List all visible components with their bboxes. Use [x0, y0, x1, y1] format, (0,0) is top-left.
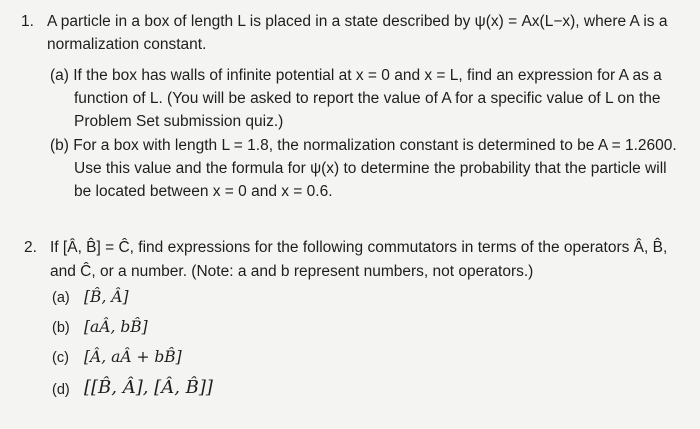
problem-1b-line-2: Use this value and the formula for ψ(x) to determine the probability that the particle will [74, 160, 667, 177]
problem-2b-expression: [aÂ, bB̂] [84, 318, 148, 336]
problem-2b-label: (b) [52, 320, 70, 336]
problem-1-number: 1. [21, 13, 34, 30]
problem-1-line-1: A particle in a box of length L is placed in a state described by ψ(x) = Ax(L−x), where A is a [47, 13, 668, 30]
problem-1a-line-1: (a) If the box has walls of infinite potential at x = 0 and x = L, find an expression for A as a [50, 67, 662, 84]
problem-2c-label: (c) [52, 350, 69, 366]
problem-1a-line-2: function of L. (You will be asked to report the value of A for a specific value of L on the [74, 90, 661, 107]
problem-2d-label: (d) [52, 382, 70, 398]
problem-2-line-1: If [Â, B̂] = Ĉ, find expressions for the following commutators in terms of the operators Â, B̂, [50, 239, 668, 256]
problem-2-number: 2. [24, 239, 37, 256]
problem-1a-line-3: Problem Set submission quiz.) [74, 113, 284, 130]
problem-2-line-2: and Ĉ, or a number. (Note: a and b represent numbers, not operators.) [50, 263, 534, 280]
problem-2d-expression: [[B̂, Â], [Â, B̂]] [84, 377, 213, 398]
problem-1b-line-3: be located between x = 0 and x = 0.6. [74, 183, 333, 200]
problem-1-line-2: normalization constant. [47, 36, 207, 53]
problem-2c-expression: [Â, aÂ + bB̂] [84, 348, 182, 366]
problem-2a-label: (a) [52, 290, 70, 306]
problem-2a-expression: [B̂, Â] [84, 288, 129, 306]
problem-1b-line-1: (b) For a box with length L = 1.8, the normalization constant is determined to be A = 1.2600. [50, 137, 677, 154]
